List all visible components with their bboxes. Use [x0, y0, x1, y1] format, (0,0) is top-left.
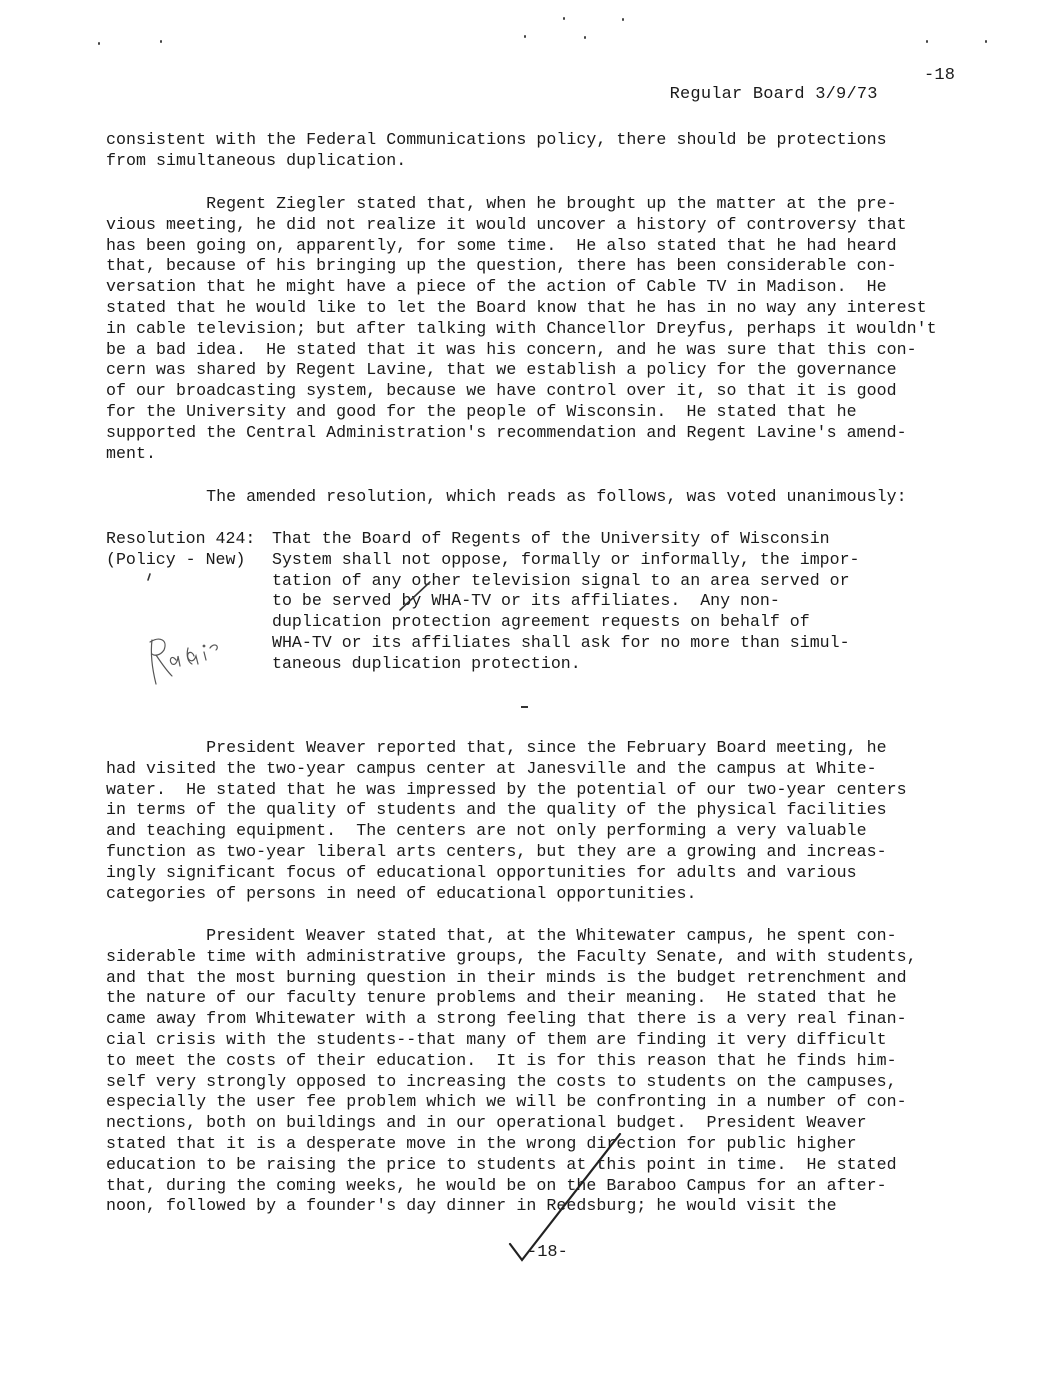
page-footer-number: -18-	[527, 1243, 568, 1262]
text-line: versation that he might have a piece of the action of Cable TV in Madison. He	[106, 277, 887, 297]
header-title: Regular Board 3/9/73	[669, 85, 878, 104]
text-line: be a bad idea. He stated that it was his concern, and he was sure that this con-	[106, 339, 917, 359]
page-header	[628, 66, 956, 123]
text-line: President Weaver reported that, since the February Board meeting, he	[106, 738, 887, 757]
text-line: supported the Central Administration's recommendation and Regent Lavine's amend-	[106, 422, 907, 442]
text-line: to be served by WHA-TV or its affiliates. Any non-	[272, 591, 780, 611]
text-line: cern was shared by Regent Lavine, that we establish a policy for the governance	[106, 360, 897, 380]
text-line: President Weaver stated that, at the Whitewater campus, he spent con-	[106, 926, 897, 945]
text-line: System shall not oppose, formally or informally, the impor-	[272, 549, 860, 569]
text-line: The amended resolution, which reads as follows, was voted unanimously:	[106, 487, 907, 506]
text-line: of our broadcasting system, because we have control over it, so that it is good	[106, 381, 897, 401]
text-line: duplication protection agreement requests on behalf of	[272, 612, 810, 632]
text-line: and that the most burning question in their minds is the budget retrenchment and	[106, 967, 907, 987]
scan-speck	[622, 18, 624, 21]
resolution-text	[272, 529, 952, 675]
text-line: and teaching equipment. The centers are not only performing a very valuable	[106, 821, 867, 841]
text-line: in cable television; but after talking with Chancellor Dreyfus, perhaps it wouldn't	[106, 318, 937, 338]
section-dash	[521, 706, 528, 708]
text-line: self very strongly opposed to increasing the costs to students on the campuses,	[106, 1071, 897, 1091]
text-line: that, during the coming weeks, he would be on the Baraboo Campus for an after-	[106, 1175, 887, 1195]
text-line: for the University and good for the people of Wisconsin. He stated that he	[106, 401, 857, 421]
text-line: siderable time with administrative groups, the Faculty Senate, and with students,	[106, 946, 917, 966]
paragraph-resolution-intro	[106, 487, 956, 508]
paragraph-weaver-whitewater	[106, 926, 956, 1217]
text-line: ment.	[106, 443, 157, 463]
text-line: in terms of the quality of students and the quality of the physical facilities	[106, 800, 887, 820]
text-line: that, because of his bringing up the question, there has been considerable con-	[106, 256, 897, 276]
scan-speck	[524, 35, 526, 38]
paragraph-ziegler	[106, 194, 956, 464]
text-line: consistent with the Federal Communications policy, there should be protections	[106, 130, 887, 149]
paragraph-continuation	[106, 130, 956, 172]
text-line: vious meeting, he did not realize it would uncover a history of controversy that	[106, 214, 907, 234]
paragraph-weaver-report	[106, 738, 956, 904]
text-line: function as two-year liberal arts centers, but they are a growing and increas-	[106, 841, 887, 861]
scan-speck	[98, 42, 100, 45]
text-line: noon, followed by a founder's day dinner in Reedsburg; he would visit the	[106, 1196, 837, 1216]
text-line: nections, both on buildings and in our operational budget. President Weaver	[106, 1113, 867, 1133]
header-page-number: -18	[924, 66, 956, 85]
text-line: has been going on, apparently, for some time. He also stated that he had heard	[106, 235, 897, 255]
text-line: Regent Ziegler stated that, when he brought up the matter at the pre-	[106, 194, 897, 213]
text-line: stated that it is a desperate move in the wrong direction for public higher	[106, 1133, 857, 1153]
margin-note-radio	[150, 639, 217, 684]
text-line: cial crisis with the students--that many of them are finding it very difficult	[106, 1029, 887, 1049]
resolution-number: Resolution 424:	[106, 529, 256, 548]
text-line: ingly significant focus of educational opportunities for adults and various	[106, 862, 857, 882]
text-line: tation of any other television signal to an area served or	[272, 570, 850, 590]
scan-speck	[160, 40, 162, 43]
text-line: education to be raising the price to students at this point in time. He stated	[106, 1154, 897, 1174]
text-line: stated that he would like to let the Board know that he has in no way any interest	[106, 297, 927, 317]
scan-speck	[926, 40, 928, 43]
text-line: to meet the costs of their education. It is for this reason that he finds him-	[106, 1050, 897, 1070]
resolution-label	[106, 529, 276, 571]
scan-speck	[985, 40, 987, 43]
text-line: from simultaneous duplication.	[106, 150, 407, 170]
text-line: categories of persons in need of educational opportunities.	[106, 883, 697, 903]
text-line: water. He stated that he was impressed by the potential of our two-year centers	[106, 779, 907, 799]
scan-speck	[584, 36, 586, 39]
scan-speck	[563, 17, 565, 20]
text-line: taneous duplication protection.	[272, 653, 581, 673]
resolution-category: (Policy - New)	[106, 549, 246, 569]
text-line: That the Board of Regents of the University of Wisconsin	[272, 529, 830, 548]
text-line: WHA-TV or its affiliates shall ask for no more than simul-	[272, 632, 850, 652]
text-line: came away from Whitewater with a strong feeling that there is a very real finan-	[106, 1009, 907, 1029]
text-line: the nature of our faculty tenure problems and their meaning. He stated that he	[106, 988, 897, 1008]
text-line: especially the user fee problem which we will be confronting in a number of con-	[106, 1092, 907, 1112]
text-line: had visited the two-year campus center at Janesville and the campus at White-	[106, 758, 877, 778]
